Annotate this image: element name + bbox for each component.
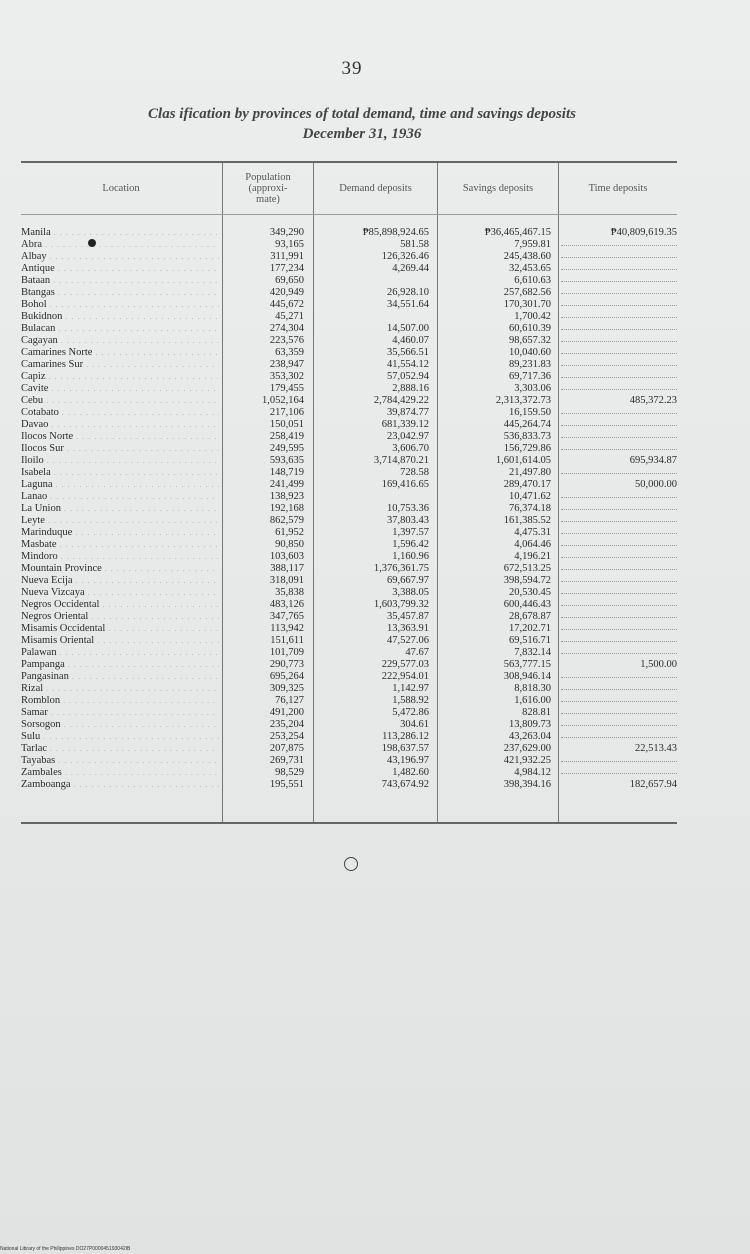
cell-savings-deposits: 563,777.15 [503, 659, 551, 670]
cell-population: 150,051 [269, 419, 304, 430]
cell-demand-deposits: 113,286.12 [382, 731, 429, 742]
dot-leader [561, 617, 677, 618]
cell-savings-deposits: 4,475.31 [514, 527, 551, 538]
cell-population: 195,551 [269, 779, 304, 790]
dot-leader [561, 713, 677, 714]
cell-population: 217,106 [269, 407, 304, 418]
cell-demand-deposits: 3,606.70 [392, 443, 429, 454]
cell-population: 347,765 [269, 611, 304, 622]
cell-population: 388,117 [270, 563, 304, 574]
dot-leader [561, 425, 677, 426]
cell-population: 207,875 [269, 743, 304, 754]
dot-leader [561, 701, 677, 702]
cell-location: Sorsogon . . . [21, 719, 219, 731]
cell-population: 695,264 [269, 671, 304, 682]
cell-location: Davao . . . [21, 419, 219, 431]
dot-leader [561, 725, 677, 726]
dot-leader [561, 377, 677, 378]
table-row [21, 323, 677, 335]
cell-demand-deposits: 26,928.10 [387, 287, 429, 298]
cell-location: Cavite . . . [21, 383, 219, 395]
table-row [21, 671, 677, 683]
table-row [21, 587, 677, 599]
cell-savings-deposits: 170,301.70 [503, 299, 551, 310]
cell-location: Zambales . . . [21, 767, 219, 779]
cell-location: Bataan . . . [21, 275, 219, 287]
cell-demand-deposits: 5,472.86 [392, 707, 429, 718]
dot-leader [561, 329, 677, 330]
cell-location: Manila . . . [21, 227, 219, 239]
dot-leader [561, 245, 677, 246]
dot-leader [561, 605, 677, 606]
cell-location: Bohol . . . [21, 299, 219, 311]
cell-savings-deposits: 398,594.72 [503, 575, 551, 586]
cell-population: 61,952 [275, 527, 304, 538]
cell-savings-deposits: 60,610.39 [509, 323, 551, 334]
cell-savings-deposits: 4,984.12 [514, 767, 551, 778]
cell-demand-deposits: 198,637.57 [381, 743, 429, 754]
table-row [21, 479, 677, 491]
header-time-deposits: Time deposits [588, 182, 648, 194]
title-line-2: December 31, 1936 [302, 126, 422, 142]
table-body [21, 227, 677, 791]
title-line-1: Clas ification by provinces of total demand, time and savings deposits [148, 106, 576, 122]
cell-savings-deposits: 1,601,614.05 [495, 455, 551, 466]
cell-savings-deposits: 69,516.71 [509, 635, 551, 646]
cell-demand-deposits: 681,339.12 [381, 419, 429, 430]
table-row [21, 263, 677, 275]
table-row [21, 647, 677, 659]
cell-population: 309,325 [269, 683, 304, 694]
cell-location: Camarines Norte . . . [21, 347, 219, 359]
cell-location: Romblon . . . [21, 695, 219, 707]
cell-savings-deposits: 8,818.30 [514, 683, 551, 694]
cell-savings-deposits: 43,263.04 [509, 731, 551, 742]
cell-population: 45,271 [275, 311, 304, 322]
cell-savings-deposits: 245,438.60 [503, 251, 551, 262]
dot-leader [561, 389, 677, 390]
cell-demand-deposits: 4,460.07 [392, 335, 429, 346]
table-row [21, 467, 677, 479]
cell-location: La Union . . . [21, 503, 219, 515]
cell-population: 593,635 [269, 455, 304, 466]
header-rule [21, 214, 677, 215]
cell-demand-deposits: 35,457.87 [387, 611, 429, 622]
cell-savings-deposits: 308,946.14 [503, 671, 551, 682]
table-row [21, 347, 677, 359]
cell-demand-deposits: 581.58 [400, 239, 429, 250]
ink-blot [88, 239, 96, 247]
table-row [21, 371, 677, 383]
cell-population: 69,650 [275, 275, 304, 286]
cell-location: Tarlac . . . [21, 743, 219, 755]
header-savings-deposits: Savings deposits [462, 182, 534, 194]
cell-savings-deposits: 536,833.73 [503, 431, 551, 442]
cell-population: 353,302 [269, 371, 304, 382]
cell-location: Capiz . . . [21, 371, 219, 383]
cell-savings-deposits: 161,385.52 [503, 515, 551, 526]
cell-location: Negros Occidental . . . [21, 599, 219, 611]
cell-savings-deposits: ₱36,465,467.15 [484, 227, 551, 238]
cell-location: Ilocos Norte . . . [21, 431, 219, 443]
cell-location: Isabela . . . [21, 467, 219, 479]
table-row [21, 299, 677, 311]
cell-location: Mindoro . . . [21, 551, 219, 563]
header-population: Population (approxi- mate) [245, 171, 291, 205]
cell-location: Nueva Vizcaya . . . [21, 587, 219, 599]
cell-savings-deposits: 16,159.50 [509, 407, 551, 418]
cell-savings-deposits: 3,303.06 [514, 383, 551, 394]
cell-savings-deposits: 600,446.43 [503, 599, 551, 610]
table-row [21, 443, 677, 455]
cell-location: Lanao . . . [21, 491, 219, 503]
cell-location: Bukidnon . . . [21, 311, 219, 323]
cell-savings-deposits: 4,064.46 [514, 539, 551, 550]
dot-leader [561, 773, 677, 774]
cell-location: Antique . . . [21, 263, 219, 275]
cell-population: 349,290 [269, 227, 304, 238]
dot-leader [561, 629, 677, 630]
cell-savings-deposits: 89,231.83 [509, 359, 551, 370]
cell-demand-deposits: 1,603,799.32 [373, 599, 429, 610]
table-row [21, 767, 677, 779]
cell-demand-deposits: 1,160.96 [392, 551, 429, 562]
dot-leader [561, 365, 677, 366]
dot-leader [561, 533, 677, 534]
cell-population: 420,949 [269, 287, 304, 298]
table-row [21, 311, 677, 323]
cell-demand-deposits: 126,326.46 [381, 251, 429, 262]
cell-demand-deposits: 2,888.16 [392, 383, 429, 394]
dot-leader [561, 281, 677, 282]
cell-savings-deposits: 69,717.36 [509, 371, 551, 382]
cell-demand-deposits: 47,527.06 [387, 635, 429, 646]
cell-location: Cagayan . . . [21, 335, 219, 347]
cell-demand-deposits: 1,376,361.75 [373, 563, 429, 574]
dot-leader [561, 353, 677, 354]
cell-savings-deposits: 10,471.62 [509, 491, 551, 502]
table-title [20, 104, 704, 144]
dot-leader [561, 305, 677, 306]
cell-population: 103,603 [269, 551, 304, 562]
table-row [21, 659, 677, 671]
table-row [21, 503, 677, 515]
cell-population: 93,165 [275, 239, 304, 250]
cell-location: Tayabas . . . [21, 755, 219, 767]
cell-location: Mountain Province . . . [21, 563, 219, 575]
table-row [21, 683, 677, 695]
circle-mark [344, 857, 358, 871]
dot-leader [561, 521, 677, 522]
table-row [21, 635, 677, 647]
dot-leader [561, 257, 677, 258]
cell-savings-deposits: 289,470.17 [503, 479, 551, 490]
cell-location: Abra . . . [21, 239, 219, 251]
cell-population: 491,200 [269, 707, 304, 718]
cell-location: Zamboanga . . . [21, 779, 219, 791]
cell-location: Ilocos Sur . . . [21, 443, 219, 455]
cell-demand-deposits: 1,482.60 [392, 767, 429, 778]
table-row [21, 239, 677, 251]
cell-savings-deposits: 1,616.00 [514, 695, 551, 706]
cell-demand-deposits: 37,803.43 [387, 515, 429, 526]
cell-population: 76,127 [275, 695, 304, 706]
cell-location: Bulacan . . . [21, 323, 219, 335]
cell-population: 177,234 [269, 263, 304, 274]
cell-population: 101,709 [269, 647, 304, 658]
cell-demand-deposits: 23,042.97 [387, 431, 429, 442]
cell-location: Rizal . . . [21, 683, 219, 695]
dot-leader [561, 689, 677, 690]
cell-population: 98,529 [275, 767, 304, 778]
cell-location: Marinduque . . . [21, 527, 219, 539]
cell-population: 318,091 [269, 575, 304, 586]
cell-savings-deposits: 98,657.32 [509, 335, 551, 346]
table-row [21, 779, 677, 791]
cell-savings-deposits: 421,932.25 [503, 755, 551, 766]
cell-population: 862,579 [269, 515, 304, 526]
cell-demand-deposits: 1,397.57 [392, 527, 429, 538]
table-row [21, 275, 677, 287]
cell-population: 113,942 [270, 623, 304, 634]
table-row [21, 515, 677, 527]
table-row [21, 611, 677, 623]
dot-leader [561, 437, 677, 438]
cell-demand-deposits: 14,507.00 [387, 323, 429, 334]
dot-leader [561, 737, 677, 738]
table-row [21, 743, 677, 755]
cell-location: Nueva Ecija . . . [21, 575, 219, 587]
table-row [21, 335, 677, 347]
cell-time-deposits: 182,657.94 [629, 779, 677, 790]
dot-leader [561, 569, 677, 570]
cell-savings-deposits: 10,040.60 [509, 347, 551, 358]
cell-location: Palawan . . . [21, 647, 219, 659]
cell-demand-deposits: 34,551.64 [387, 299, 429, 310]
cell-demand-deposits: 728.58 [400, 467, 429, 478]
cell-population: 238,947 [269, 359, 304, 370]
cell-location: Misamis Oriental . . . [21, 635, 219, 647]
cell-population: 249,595 [269, 443, 304, 454]
cell-population: 90,850 [275, 539, 304, 550]
cell-savings-deposits: 20,530.45 [509, 587, 551, 598]
cell-time-deposits: 485,372.23 [629, 395, 677, 406]
dot-leader [561, 413, 677, 414]
cell-demand-deposits: 1,596.42 [392, 539, 429, 550]
dot-leader [561, 761, 677, 762]
cell-population: 223,576 [269, 335, 304, 346]
deposits-table [21, 161, 677, 824]
cell-population: 253,254 [269, 731, 304, 742]
table-row [21, 599, 677, 611]
cell-location: Sulu . . . [21, 731, 219, 743]
cell-population: 258,419 [269, 431, 304, 442]
cell-population: 63,359 [275, 347, 304, 358]
cell-location: Pangasinan . . . [21, 671, 219, 683]
cell-demand-deposits: 57,052.94 [387, 371, 429, 382]
table-row [21, 731, 677, 743]
table-row [21, 251, 677, 263]
dot-leader [561, 581, 677, 582]
cell-population: 192,168 [269, 503, 304, 514]
dot-leader [561, 593, 677, 594]
cell-population: 274,304 [269, 323, 304, 334]
dot-leader [561, 449, 677, 450]
table-row [21, 455, 677, 467]
cell-savings-deposits: 13,809.73 [509, 719, 551, 730]
table-row [21, 491, 677, 503]
dot-leader [561, 473, 677, 474]
cell-demand-deposits: 1,142.97 [392, 683, 429, 694]
cell-population: 138,923 [269, 491, 304, 502]
table-row [21, 695, 677, 707]
cell-savings-deposits: 7,832.14 [514, 647, 551, 658]
cell-demand-deposits: 4,269.44 [392, 263, 429, 274]
cell-population: 311,991 [270, 251, 304, 262]
cell-demand-deposits: 229,577.03 [381, 659, 429, 670]
table-row [21, 383, 677, 395]
table-row [21, 755, 677, 767]
cell-demand-deposits: ₱85,898,924.65 [362, 227, 429, 238]
cell-population: 269,731 [269, 755, 304, 766]
cell-population: 1,052,164 [262, 395, 304, 406]
cell-location: Cebu . . . [21, 395, 219, 407]
table-row [21, 527, 677, 539]
cell-time-deposits: 695,934.87 [629, 455, 677, 466]
cell-savings-deposits: 32,453.65 [509, 263, 551, 274]
table-row [21, 419, 677, 431]
cell-population: 445,672 [269, 299, 304, 310]
table-row [21, 407, 677, 419]
cell-demand-deposits: 10,753.36 [387, 503, 429, 514]
cell-savings-deposits: 672,513.25 [503, 563, 551, 574]
cell-demand-deposits: 13,363.91 [387, 623, 429, 634]
scan-footer: National Library of the Philippines DO27P000045193042IB [0, 1246, 131, 1252]
cell-population: 290,773 [269, 659, 304, 670]
table-row [21, 575, 677, 587]
header-location: Location [102, 182, 140, 194]
cell-location: Leyte . . . [21, 515, 219, 527]
dot-leader [561, 545, 677, 546]
cell-savings-deposits: 76,374.18 [509, 503, 551, 514]
cell-savings-deposits: 1,700.42 [514, 311, 551, 322]
dot-leader [561, 653, 677, 654]
cell-population: 151,611 [270, 635, 304, 646]
cell-demand-deposits: 3,388.05 [392, 587, 429, 598]
cell-savings-deposits: 4,196.21 [514, 551, 551, 562]
table-row [21, 623, 677, 635]
table-row [21, 227, 677, 239]
cell-location: Camarines Sur . . . [21, 359, 219, 371]
dot-leader [561, 317, 677, 318]
cell-location: Albay . . . [21, 251, 219, 263]
dot-leader [561, 509, 677, 510]
table-row [21, 395, 677, 407]
cell-demand-deposits: 169,416.65 [381, 479, 429, 490]
cell-savings-deposits: 237,629.00 [503, 743, 551, 754]
table-row [21, 287, 677, 299]
cell-demand-deposits: 43,196.97 [387, 755, 429, 766]
cell-location: Misamis Occidental . . . [21, 623, 219, 635]
cell-location: Laguna . . . [21, 479, 219, 491]
cell-demand-deposits: 2,784,429.22 [373, 395, 429, 406]
cell-savings-deposits: 2,313,372.73 [495, 395, 551, 406]
cell-population: 179,455 [269, 383, 304, 394]
cell-savings-deposits: 21,497.80 [509, 467, 551, 478]
cell-population: 483,126 [269, 599, 304, 610]
cell-savings-deposits: 257,682.56 [503, 287, 551, 298]
cell-population: 35,838 [275, 587, 304, 598]
cell-location: Negros Oriental . . . [21, 611, 219, 623]
cell-savings-deposits: 156,729.86 [503, 443, 551, 454]
cell-demand-deposits: 69,667.97 [387, 575, 429, 586]
dot-leader [561, 341, 677, 342]
cell-savings-deposits: 398,394.16 [503, 779, 551, 790]
cell-location: Pampanga . . . [21, 659, 219, 671]
cell-demand-deposits: 743,674.92 [381, 779, 429, 790]
table-row [21, 719, 677, 731]
table-row [21, 539, 677, 551]
cell-population: 235,204 [269, 719, 304, 730]
cell-population: 148,719 [269, 467, 304, 478]
cell-demand-deposits: 47.67 [405, 647, 429, 658]
cell-location: Cotabato . . . [21, 407, 219, 419]
cell-savings-deposits: 7,959.81 [514, 239, 551, 250]
cell-demand-deposits: 3,714,870.21 [373, 455, 429, 466]
header-demand-deposits: Demand deposits [339, 182, 412, 194]
cell-time-deposits: 50,000.00 [635, 479, 677, 490]
dot-leader [561, 269, 677, 270]
dot-leader [561, 677, 677, 678]
table-row [21, 563, 677, 575]
cell-savings-deposits: 828.81 [522, 707, 551, 718]
cell-location: Btangas . . . [21, 287, 219, 299]
cell-savings-deposits: 445,264.74 [503, 419, 551, 430]
table-row [21, 431, 677, 443]
cell-demand-deposits: 41,554.12 [387, 359, 429, 370]
cell-population: 241,499 [269, 479, 304, 490]
dot-leader [561, 557, 677, 558]
dot-leader [561, 497, 677, 498]
cell-demand-deposits: 222,954.01 [381, 671, 429, 682]
cell-savings-deposits: 6,610.63 [514, 275, 551, 286]
cell-location: Samar . . . [21, 707, 219, 719]
cell-savings-deposits: 17,202.71 [509, 623, 551, 634]
cell-location: Iloilo . . . [21, 455, 219, 467]
cell-demand-deposits: 304.61 [400, 719, 429, 730]
cell-savings-deposits: 28,678.87 [509, 611, 551, 622]
cell-demand-deposits: 1,588.92 [392, 695, 429, 706]
table-row [21, 551, 677, 563]
cell-time-deposits: ₱40,809,619.35 [610, 227, 677, 238]
cell-demand-deposits: 35,566.51 [387, 347, 429, 358]
page-number: 39 [341, 58, 363, 79]
dot-leader [561, 293, 677, 294]
table-row [21, 359, 677, 371]
cell-time-deposits: 22,513.43 [635, 743, 677, 754]
dot-leader [561, 641, 677, 642]
cell-location: Masbate . . . [21, 539, 219, 551]
cell-demand-deposits: 39,874.77 [387, 407, 429, 418]
cell-time-deposits: 1,500.00 [640, 659, 677, 670]
table-row [21, 707, 677, 719]
